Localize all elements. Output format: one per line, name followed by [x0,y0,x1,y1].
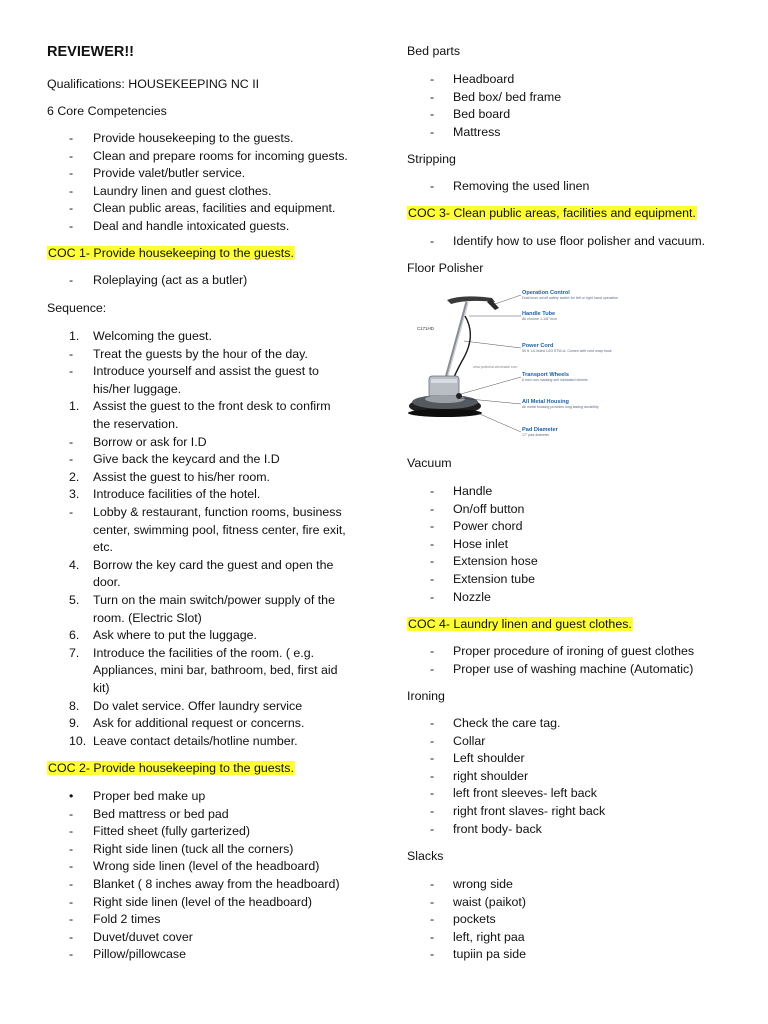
polisher-callout-title: All Metal Housing [522,399,569,405]
ironing-item: Left shoulder [453,751,525,766]
sequence-item: Ask where to put the luggage. [93,628,257,643]
vacuum-item-marker: - [430,501,435,516]
sequence-item-marker: 2. [69,469,80,484]
coc2-item-marker: - [69,859,74,874]
bed-part-item-marker: - [430,72,435,86]
coc2-item: Pillow/pillowcase [93,947,186,962]
polisher-callout-title: Pad Diameter [522,427,558,433]
coc2-item-marker: - [69,877,74,891]
coc2-item: Proper bed make up [93,789,206,803]
coc3-item-marker: - [430,234,435,248]
ironing-heading: Ironing [407,689,445,703]
sequence-item-marker: - [69,364,74,379]
ironing-item-marker: - [430,716,435,730]
sequence-item: the reservation. [93,417,179,431]
polisher-model: C171HD [417,326,434,331]
polisher-callout-desc: 50 ft. UL listed 14/3 STW-A. Comes with cord wrap hook [522,349,612,353]
sequence-item: Introduce facilities of the hotel. [93,487,261,502]
coc2-highlight: COC 2- Provide housekeeping to the guests. [48,761,294,775]
core-item-marker: - [69,148,74,163]
ironing-item-marker: - [430,768,435,783]
sequence-item: Assist the guest to the front desk to confirm [93,399,331,414]
vacuum-item-marker: - [430,572,435,586]
qualifications: Qualifications: HOUSEKEEPING NC II [47,77,260,91]
stripping-item-marker: - [430,179,435,193]
sequence-item: Introduce the facilities of the room. ( e.g. [93,645,315,660]
coc4-heading [407,616,633,633]
ironing-item-marker: - [430,804,435,818]
slacks-item-marker: - [430,894,435,909]
coc1-item: Roleplaying (act as a butler) [93,273,248,287]
vacuum-item-marker: - [430,536,435,551]
ironing-item-marker: - [430,733,435,748]
vacuum-item: On/off button [453,501,525,516]
coc2-item-marker: • [69,789,74,803]
sequence-item-marker: - [69,434,74,449]
core-item: Provide valet/butler service. [93,166,246,181]
slacks-item-marker: - [430,912,435,927]
coc4-item: Proper procedure of ironing of guest clothes [453,644,695,658]
bed-part-item: Bed box/ bed frame [453,89,562,104]
slacks-item-marker: - [430,877,435,891]
bed-part-item-marker: - [430,89,435,104]
coc2-item-marker: - [69,824,74,839]
sequence-item: center, swimming pool, fitness center, fire exit, [93,522,346,537]
floor-polisher-image [407,286,618,446]
bed-part-item: Mattress [453,124,501,139]
coc2-item: Duvet/duvet cover [93,929,193,944]
coc1-item-marker: - [69,273,74,287]
ironing-item: front body- back [453,821,542,836]
slacks-heading: Slacks [407,849,444,863]
slacks-item-marker: - [430,947,435,962]
coc2-heading [47,760,295,777]
slacks-item-marker: - [430,929,435,944]
ironing-item: Collar [453,733,486,748]
sequence-item: kit) [93,681,110,695]
coc2-item: Fold 2 times [93,912,161,927]
sequence-item: Assist the guest to his/her room. [93,469,270,484]
floor-polisher-heading: Floor Polisher [407,261,484,275]
ironing-item: left front sleeves- left back [453,786,597,801]
polisher-callout-desc: 17" pad diameter [522,433,550,437]
coc2-item-marker: - [69,806,74,821]
coc4-highlight: COC 4- Laundry linen and guest clothes. [408,617,632,631]
polisher-callout-title: Power Cord [522,343,554,349]
sequence-item-marker: 4. [69,557,80,572]
sequence-item: Borrow the key card the guest and open the [93,557,334,572]
vacuum-item-marker: - [430,554,435,569]
sequence-item-marker: 6. [69,628,80,643]
sequence-item-marker: 1. [69,399,80,414]
ironing-item-marker: - [430,821,435,836]
stripping-heading: Stripping [407,152,456,166]
sequence-item: his/her luggage. [93,381,182,396]
sequence-item: Do valet service. Offer laundry service [93,698,303,713]
bed-part-item-marker: - [430,124,435,139]
coc3-heading [407,205,697,222]
sequence-item-marker: 7. [69,645,80,660]
sequence-item: Borrow or ask for I.D [93,434,207,449]
coc2-item: Wrong side linen (level of the headboard) [93,859,320,874]
coc3-item: Identify how to use floor polisher and vacuum. [453,234,706,248]
core-item-marker: - [69,183,74,198]
stripping-item: Removing the used linen [453,179,590,193]
sequence-item-marker: - [69,505,74,519]
coc2-item: Fitted sheet (fully garterized) [93,824,251,839]
sequence-item: etc. [93,540,113,555]
coc4-item: Proper use of washing machine (Automatic) [453,661,694,676]
vacuum-heading: Vacuum [407,456,452,470]
sequence-item: Appliances, mini bar, bathroom, bed, first aid [93,663,338,678]
sequence-item: door. [93,575,121,590]
bed-part-item-marker: - [430,107,435,122]
sequence-item: Turn on the main switch/power supply of the [93,593,335,607]
vacuum-item: Nozzle [453,589,491,604]
page-title: REVIEWER!! [47,44,134,60]
sequence-item-marker: 1. [69,329,80,343]
sequence-item: room. (Electric Slot) [93,610,202,625]
polisher-callout-title: Handle Tube [522,311,556,317]
slacks-item: waist (paikot) [453,894,526,909]
coc4-item-marker: - [430,661,435,676]
bed-part-item: Headboard [453,72,515,86]
bed-parts-heading: Bed parts [407,44,461,58]
coc1-highlight: COC 1- Provide housekeeping to the guests. [48,246,294,260]
sequence-item-marker: - [69,452,74,467]
sequence-item-marker: 8. [69,698,80,713]
slacks-item: tupiin pa side [453,947,527,962]
bed-part-item: Bed board [453,107,511,122]
sequence-item: Ask for additional request or concerns. [93,716,305,731]
coc2-item: Blanket ( 8 inches away from the headboard) [93,877,340,891]
vacuum-item: Extension tube [453,572,535,586]
ironing-item-marker: - [430,751,435,766]
core-item: Clean public areas, facilities and equipment. [93,201,336,216]
core-item-marker: - [69,166,74,181]
polisher-callout-desc: All metal housing provides long lasting durability [522,405,599,409]
vacuum-item-marker: - [430,484,435,498]
coc4-item-marker: - [430,644,435,658]
polisher-callout-desc: 6 inch non marking self lubricated wheels [522,378,588,382]
vacuum-item: Power chord [453,519,523,534]
ironing-item-marker: - [430,786,435,801]
coc3-highlight: COC 3- Clean public areas, facilities and equipment. [408,206,696,220]
vacuum-item-marker: - [430,519,435,534]
vacuum-item: Extension hose [453,554,538,569]
polisher-callout-desc: All chrome 1-1/8" inch [522,317,558,321]
ironing-item: right front slaves- right back [453,804,606,818]
vacuum-item-marker: - [430,589,435,604]
core-item-marker: - [69,219,74,233]
sequence-item-marker: 5. [69,593,80,607]
sequence-item: Welcoming the guest. [93,329,212,343]
sequence-item: Introduce yourself and assist the guest to [93,364,319,379]
sequence-item-marker: - [69,346,74,361]
sequence-item: Treat the guests by the hour of the day. [93,346,308,361]
sequence-item-marker: 9. [69,716,80,731]
coc2-item: Right side linen (tuck all the corners) [93,841,294,856]
coc2-item-marker: - [69,912,74,927]
slacks-item: left, right paa [453,929,525,944]
core-heading: 6 Core Competencies [47,104,167,118]
sequence-item: Leave contact details/hotline number. [93,733,298,748]
sequence-item-marker: 3. [69,487,80,502]
coc1-heading [47,245,295,262]
coc2-item-marker: - [69,841,74,856]
polisher-callout-title: Operation Control [522,290,570,296]
core-item: Clean and prepare rooms for incoming guests. [93,148,348,163]
coc2-item: Bed mattress or bed pad [93,806,229,821]
core-item: Deal and handle intoxicated guests. [93,219,290,233]
ironing-item: Check the care tag. [453,716,561,730]
core-item-marker: - [69,201,74,216]
coc2-item-marker: - [69,947,74,962]
vacuum-item: Hose inlet [453,536,509,551]
sequence-item: Give back the keycard and the I.D [93,452,280,467]
core-item: Provide housekeeping to the guests. [93,131,294,145]
ironing-item: right shoulder [453,768,529,783]
core-item-marker: - [69,131,74,145]
slacks-item: pockets [453,912,496,927]
polisher-callout-desc: Dual lever on/off safety switch for left or right hand operation [522,296,618,300]
sequence-heading: Sequence: [47,301,107,315]
sequence-item-marker: 10. [69,733,87,748]
polisher-watermark: www.janitorial-wholesale.com [473,365,518,369]
sequence-item: Lobby & restaurant, function rooms, business [93,505,342,519]
slacks-item: wrong side [453,877,513,891]
vacuum-item: Handle [453,484,493,498]
polisher-callout-title: Transport Wheels [522,372,569,378]
coc2-item-marker: - [69,894,74,909]
coc2-item: Right side linen (level of the headboard) [93,894,313,909]
core-item: Laundry linen and guest clothes. [93,183,272,198]
coc2-item-marker: - [69,929,74,944]
